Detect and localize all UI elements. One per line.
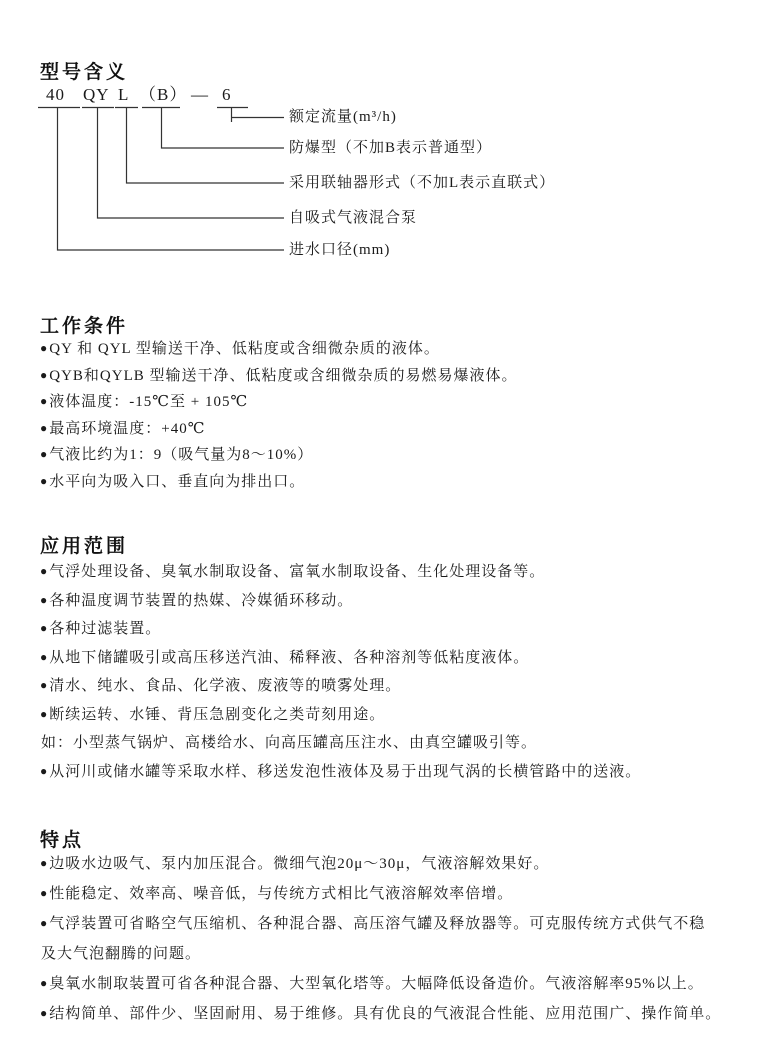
feature-text: 及大气泡翻腾的问题。: [41, 946, 202, 962]
section-title-features: 特点: [40, 830, 85, 851]
applications-list: [40, 558, 774, 786]
application-text: 从地下储罐吸引或高压移送汽油、稀释液、各种溶剂等低粘度液体。: [49, 649, 530, 666]
application-text: 如：小型蒸气锅炉、高楼给水、向高压罐高压注水、由真空罐吸引等。: [41, 735, 538, 751]
application-item-example: [40, 729, 774, 758]
feature-text: 边吸水边吸气、泵内加压混合。微细气泡20μ～30μ，气液溶解效果好。: [49, 856, 550, 872]
work-condition-item: [40, 336, 774, 363]
bullet-marker: ●: [40, 706, 49, 721]
work-condition-item: [40, 363, 774, 390]
application-item: [40, 701, 774, 730]
feature-text: 性能稳定、效率高、噪音低，与传统方式相比气液溶解效率倍增。: [49, 886, 514, 902]
work-condition-text: 液体温度：-15℃至 + 105℃: [49, 394, 249, 410]
model-code-explosion: （B）: [139, 85, 188, 104]
bullet-marker: ●: [40, 473, 49, 488]
diagram-label-coupling: 采用联轴器形式（不加L表示直联式）: [289, 175, 556, 191]
bullet-marker: ●: [40, 621, 49, 635]
feature-item: [40, 879, 774, 909]
application-text: 气浮处理设备、臭氧水制取设备、富氧水制取设备、生化处理设备等。: [49, 564, 546, 580]
model-code-coupling: L: [118, 85, 130, 104]
application-item: [40, 615, 774, 644]
application-text: 从河川或储水罐等采取水样、移送发泡性液体及易于出现气涡的长横管路中的送液。: [49, 763, 642, 780]
feature-text: 臭氧水制取装置可省各种混合器、大型氧化塔等。大幅降低设备造价。气液溶解率95%以上。: [49, 976, 704, 992]
application-text: 各种温度调节装置的热媒、冷媒循环移动。: [49, 592, 354, 609]
application-text: 断续运转、水锤、背压急剧变化之类苛刻用途。: [49, 706, 386, 723]
model-code-inlet: 40: [46, 85, 65, 104]
diagram-label-inlet: 进水口径(mm): [289, 242, 391, 258]
work-condition-item: [40, 389, 774, 416]
work-condition-text: QY 和 QYL 型输送干净、低粘度或含细微杂质的液体。: [49, 341, 440, 357]
features-list: [40, 849, 774, 1029]
work-conditions-list: [40, 336, 774, 495]
feature-item: [40, 969, 774, 999]
bullet-marker: ●: [40, 367, 49, 382]
feature-item: [40, 999, 774, 1029]
bullet-marker: ●: [40, 976, 49, 990]
model-code-dash: —: [191, 85, 209, 104]
diagram-label-pump-type: 自吸式气液混合泵: [289, 210, 418, 226]
bullet-marker: ●: [40, 420, 49, 435]
work-condition-text: 水平向为吸入口、垂直向为排出口。: [49, 473, 306, 490]
feature-item: [40, 909, 774, 939]
work-condition-item: [40, 469, 774, 496]
feature-item: [40, 849, 774, 879]
application-item: [40, 587, 774, 616]
bullet-marker: ●: [40, 916, 49, 930]
bullet-marker: ●: [40, 447, 49, 461]
section-title-applications: 应用范围: [40, 536, 129, 557]
work-condition-text: 气液比约为1：9（吸气量为8～10%）: [49, 447, 314, 463]
model-code-diagram: [0, 85, 780, 280]
bullet-marker: ●: [40, 678, 49, 692]
bullet-marker: ●: [40, 341, 49, 355]
work-condition-text: QYB和QYLB 型输送干净、低粘度或含细微杂质的易燃易爆液体。: [49, 367, 518, 384]
work-condition-item: [40, 416, 774, 443]
work-condition-text: 最高环境温度：+40℃: [49, 420, 206, 437]
application-text: 清水、纯水、食品、化学液、废液等的喷雾处理。: [49, 678, 402, 694]
model-code-pump-type: QY: [83, 85, 110, 104]
application-item: [40, 672, 774, 701]
feature-item-continuation: [40, 939, 774, 969]
application-item: [40, 758, 774, 787]
bullet-marker: ●: [40, 763, 49, 778]
work-condition-item: [40, 442, 774, 469]
bullet-marker: ●: [40, 856, 49, 870]
application-item: [40, 644, 774, 673]
model-code-flow: 6: [222, 85, 232, 104]
bullet-marker: ●: [40, 564, 49, 578]
diagram-label-explosion: 防爆型（不加B表示普通型）: [289, 140, 493, 156]
feature-text: 气浮装置可省略空气压缩机、各种混合器、高压溶气罐及释放器等。可克服传统方式供气不稳: [49, 916, 706, 932]
feature-text: 结构简单、部件少、坚固耐用、易于维修。具有优良的气液混合性能、应用范围广、操作简单。: [49, 1006, 722, 1022]
bullet-marker: ●: [40, 394, 49, 408]
application-item: [40, 558, 774, 587]
bullet-marker: ●: [40, 649, 49, 664]
bullet-marker: ●: [40, 1006, 49, 1020]
section-title-model-meaning: 型号含义: [40, 62, 129, 83]
section-title-work-conditions: 工作条件: [40, 316, 129, 337]
bullet-marker: ●: [40, 592, 49, 607]
bullet-marker: ●: [40, 886, 49, 900]
diagram-label-flow: 额定流量(m³/h): [289, 109, 397, 125]
application-text: 各种过滤装置。: [49, 621, 162, 637]
